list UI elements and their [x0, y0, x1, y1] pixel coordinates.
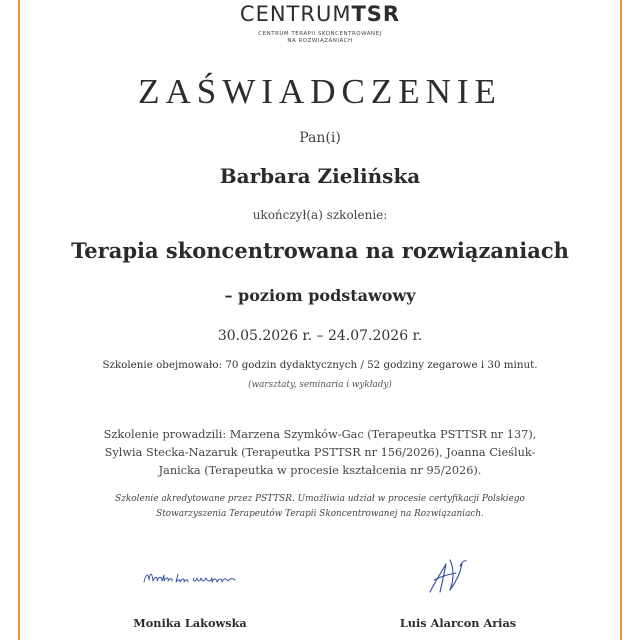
logo-subtitle-line1: CENTRUM TERAPII SKONCENTROWANEJ	[258, 31, 382, 37]
trainers-line: Janicka (Terapeutka w procesie kształcenia nr 95/2026).	[158, 464, 482, 477]
accreditation-line: Szkolenie akredytowane przez PSTTSR. Umożliwia udział w procesie certyfikacji Polskiego	[115, 494, 525, 504]
signer-name: Monika Lakowska	[133, 616, 247, 630]
course-title: Terapia skoncentrowana na rozwiązaniach	[71, 238, 569, 263]
course-level: – poziom podstawowy	[224, 286, 416, 305]
certificate-title: ZAŚWIADCZENIE	[138, 72, 502, 111]
signature-monika-lakowska	[140, 566, 240, 588]
trainers-line: Sylwia Stecka-Nazaruk (Terapeutka PSTTSR nr 156/2026), Joanna Cieśluk-	[104, 446, 536, 459]
accreditation-line: Stowarzyszenia Terapeutów Terapii Skoncentrowanej na Rozwiązaniach.	[156, 509, 484, 519]
logo-text-regular: CENTRUM	[239, 2, 352, 26]
completed-label: ukończył(a) szkolenie:	[252, 208, 388, 222]
logo	[0, 2, 640, 26]
course-scope: Szkolenie obejmowało: 70 godzin dydaktycznych / 52 godziny zegarowe i 30 minut.	[102, 359, 538, 371]
recipient-name: Barbara Zielińska	[219, 164, 421, 188]
salutation: Pan(i)	[299, 130, 341, 146]
logo-text-bold: TSR	[351, 2, 401, 26]
signer-name: Luis Alarcon Arias	[399, 616, 517, 630]
logo-subtitle-line2: NA ROZWIĄZANIACH	[287, 38, 353, 44]
signature-luis-alarcon-arias	[420, 556, 480, 596]
course-scope-note: (warsztaty, seminaria i wykłady)	[248, 380, 392, 390]
left-border-line	[18, 0, 20, 640]
right-border-line	[620, 0, 622, 640]
trainers-line: Szkolenie prowadzili: Marzena Szymków-Gac (Terapeutka PSTTSR nr 137),	[103, 428, 537, 441]
trainers-paragraph	[30, 426, 610, 480]
accreditation-paragraph	[30, 492, 610, 522]
course-dates: 30.05.2026 r. – 24.07.2026 r.	[217, 328, 423, 344]
